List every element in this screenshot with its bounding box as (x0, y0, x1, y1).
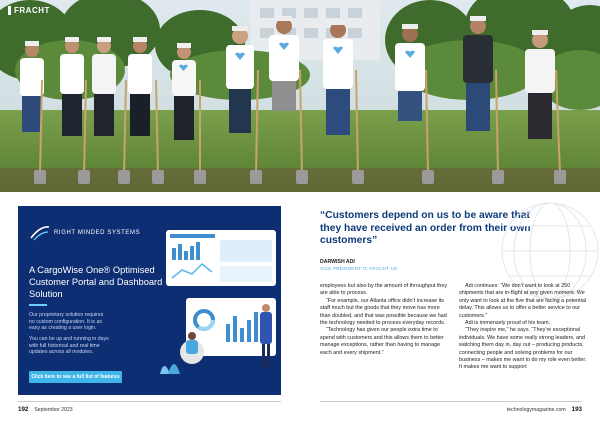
groundbreaking-photo-illustration (0, 0, 600, 192)
quote-attribution-role: VICE PRESIDENT IT, FRACHT US (320, 266, 398, 271)
column-2-paragraph: Adi continues: “We don’t want to look at 250 shipments that are in-flight at any given moment. We only want to look at the five that are facing a potential delay. This allows us to offer a better service to our customers.” (459, 283, 587, 319)
footer-rule-left (18, 401, 281, 402)
column-1-paragraph: employees but also by the amount of throughput they are able to process. (320, 283, 448, 297)
page-number-right: 193 (571, 406, 582, 413)
quote-attribution-name: DARWISH ADI (320, 259, 355, 265)
ad-copy-2: You can be up and running in days with full historical and real time updates across all modules. (29, 336, 109, 356)
article-column-2 (459, 283, 590, 372)
ad-divider (29, 304, 47, 306)
team-photo (0, 0, 600, 192)
ad-copy-1: Our proprietary solution requires no custom configuration. It is as easy as creating a user login. (29, 312, 104, 332)
photo-brand-tag (8, 6, 50, 15)
ad-logo-text: RIGHT MINDED SYSTEMS (54, 230, 141, 236)
magazine-site: technologymagazine.com (506, 406, 566, 413)
page-number-left: 192 (18, 406, 29, 413)
issue-date: September 2023 (34, 406, 73, 413)
column-1-paragraph: “For example, our Atlanta office didn’t increase its staff much but the goods that they move has more than doubled, and that was possible because we had the technology needed to process everyday records. (320, 297, 447, 327)
brand-tag-label: FRACHT (14, 6, 50, 15)
right-minded-logo-icon (29, 224, 51, 242)
footer-rule-right (320, 401, 582, 402)
column-2-paragraph: Adi is immensely proud of his team. (465, 320, 551, 327)
advertisement[interactable] (18, 206, 281, 395)
folio-right (507, 406, 582, 413)
column-1-paragraph: “Technology has given our people extra time to spend with customers and this allows them to better manage exceptions, rather than having to manage each and every shipment.” (320, 327, 444, 356)
folio-left (18, 406, 73, 413)
ad-title: A CargoWise One® Optimised Customer Portal and Dashboard Solution (29, 265, 163, 299)
pull-quote: “Customers depend on us to be aware that they have received an order from their own customers” (320, 210, 531, 246)
column-2-paragraph: “They inspire me,” he says. “They’re exceptional individuals. We have some really strong leaders, and watching them day in, day out – producing products, connecting people and solving problems for our business – makes me want to do my role even better. It makes me want to support (459, 327, 587, 371)
brand-bar-icon (8, 6, 11, 15)
ad-cta-button[interactable]: Click here to see a full list of features (29, 371, 122, 383)
ad-logo (29, 224, 140, 242)
article-column-1 (320, 283, 451, 357)
dashboard-illustration (156, 224, 281, 394)
